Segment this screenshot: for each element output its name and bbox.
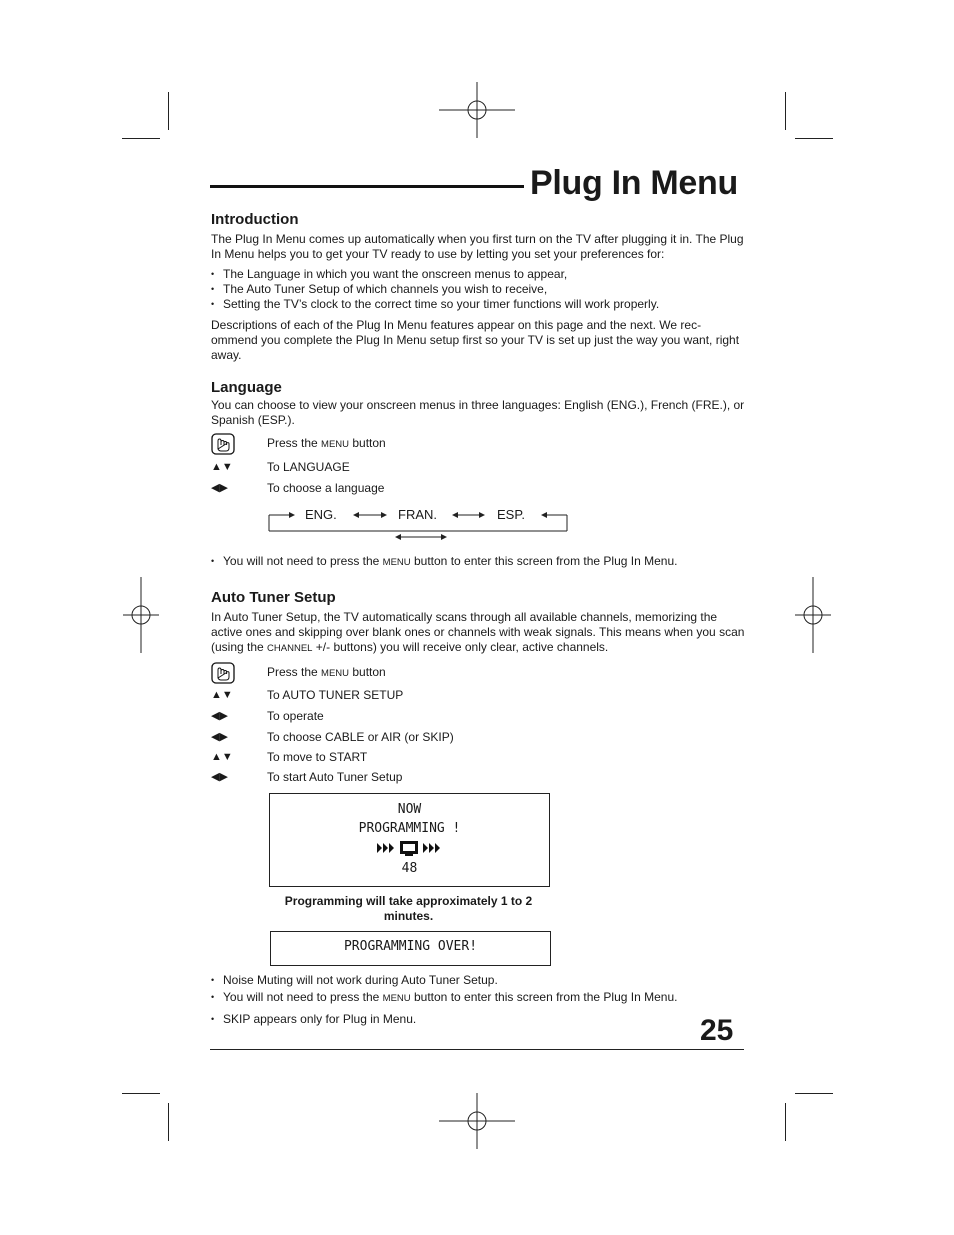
step-press-menu [211, 661, 746, 685]
introduction-paragraph-2: Descriptions of each of the Plug In Menu features appear on this page and the next. We rec-ommend you complete the Plug In Menu setup first so your TV is set up just the way you want, right away. [211, 318, 740, 362]
auto-tuner-steps [211, 661, 746, 788]
hand-press-icon [211, 433, 267, 455]
registration-mark-icon [775, 577, 851, 653]
step-text: Press the MENU button [267, 665, 386, 679]
screen-programming-over: PROGRAMMING OVER! [343, 939, 478, 954]
up-down-arrows-icon: ▲▼ [211, 460, 233, 473]
crop-mark [122, 1093, 160, 1094]
step-text: To LANGUAGE [267, 459, 350, 474]
language-option-fran: FRAN. [398, 507, 437, 522]
language-heading: Language [211, 379, 282, 396]
list-item: • Noise Muting will not work during Auto Tuner Setup. [211, 973, 746, 988]
registration-mark-icon [439, 72, 515, 148]
step-to-operate [211, 706, 746, 727]
introduction-paragraph: The Plug In Menu comes up automatically when you first turn on the TV after plugging it in. The Plug In Menu helps you to get your TV ready to use by letting you set your preferences for: [211, 232, 744, 261]
hand-press-icon [211, 662, 267, 684]
step-text: To operate [267, 709, 324, 723]
bottom-rule [210, 1049, 744, 1050]
step-text: To start Auto Tuner Setup [267, 770, 403, 784]
step-text: To choose CABLE or AIR (or SKIP) [267, 729, 454, 744]
screen-line-programming: PROGRAMMING ! [358, 821, 461, 836]
crop-mark [795, 1093, 833, 1094]
screen-channel-number: 48 [401, 861, 418, 876]
list-item: • You will not need to press the MENU button to enter this screen from the Plug In Menu. [211, 990, 746, 1006]
list-item: • SKIP appears only for Plug in Menu. [211, 1012, 746, 1027]
language-steps [211, 432, 746, 498]
auto-tuner-heading: Auto Tuner Setup [211, 589, 336, 606]
left-right-arrows-icon: ◀▶ [211, 730, 228, 743]
programming-over-screen [270, 931, 551, 966]
step-press-menu [211, 432, 746, 456]
language-option-eng: ENG. [305, 507, 337, 522]
page-title: Plug In Menu [530, 164, 738, 202]
step-text: To choose a language [267, 480, 385, 495]
registration-mark-icon [103, 577, 179, 653]
title-rule [210, 185, 524, 188]
auto-tuner-paragraph: In Auto Tuner Setup, the TV automatically scans through all available channels, memorizing the active ones and skipping over blank ones or channels with weak signals. This means when you scan (using the CHANNEL +/- buttons) you will receive only clear, active channels. [211, 610, 745, 654]
list-item: • The Language in which you want the onscreen menus to appear, [211, 267, 746, 282]
crop-mark [168, 1103, 169, 1141]
step-to-language [211, 456, 746, 478]
step-to-auto-tuner-setup [211, 685, 746, 706]
step-choose-language [211, 478, 746, 498]
language-options-diagram [267, 505, 587, 541]
language-notes [211, 554, 746, 570]
content [211, 210, 746, 1027]
page-number: 25 [700, 1014, 734, 1047]
crop-mark [785, 1103, 786, 1141]
crop-mark [785, 92, 786, 130]
step-start-auto-tuner [211, 767, 746, 788]
introduction-bullets [211, 267, 746, 312]
programming-caption: Programming will take approximately 1 to 2 minutes. [284, 894, 533, 923]
step-text: Press the MENU button [267, 436, 386, 450]
screen-line-now: NOW [397, 802, 422, 817]
up-down-arrows-icon: ▲▼ [211, 750, 233, 763]
step-text: To AUTO TUNER SETUP [267, 688, 404, 702]
step-choose-cable-air [211, 727, 746, 747]
left-right-arrows-icon: ◀▶ [211, 771, 228, 783]
list-item: • Setting the TV’s clock to the correct time so your timer functions will work properly. [211, 297, 746, 312]
up-down-arrows-icon: ▲▼ [211, 689, 233, 701]
programming-screen [269, 793, 550, 887]
step-move-to-start [211, 747, 746, 767]
scan-progress-icon [270, 839, 549, 859]
crop-mark [795, 138, 833, 139]
step-text: To move to START [267, 749, 368, 764]
auto-tuner-notes [211, 973, 746, 1027]
left-right-arrows-icon: ◀▶ [211, 481, 228, 494]
left-right-arrows-icon: ◀▶ [211, 710, 228, 722]
registration-mark-icon [439, 1083, 515, 1159]
crop-mark [122, 138, 160, 139]
language-paragraph: You can choose to view your onscreen menus in three languages: English (ENG.), French (FRE.), or Spanish (ESP.). [211, 398, 745, 427]
introduction-heading: Introduction [211, 211, 299, 228]
list-item: • You will not need to press the MENU button to enter this screen from the Plug In Menu. [211, 554, 746, 570]
language-option-esp: ESP. [497, 507, 525, 522]
list-item: • The Auto Tuner Setup of which channels you wish to receive, [211, 282, 746, 297]
crop-mark [168, 92, 169, 130]
